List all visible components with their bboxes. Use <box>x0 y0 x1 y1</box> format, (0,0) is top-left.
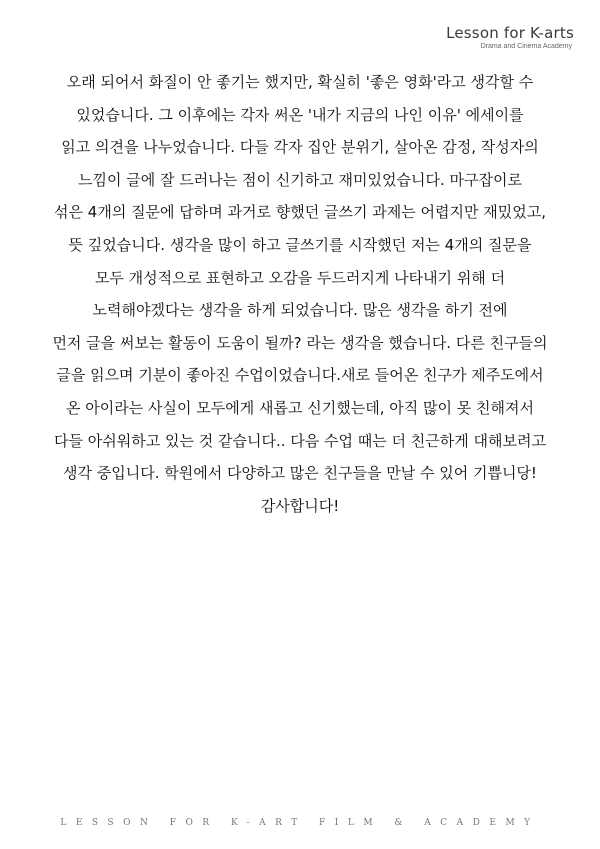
text-line: 있었습니다. 그 이후에는 각자 써온 '내가 지금의 나인 이유' 에세이를 <box>76 105 524 124</box>
essay-body <box>20 66 580 522</box>
text-line: 글을 읽으며 기분이 좋아진 수업이었습니다.새로 들어온 친구가 제주도에서 <box>56 366 544 385</box>
text-line: 생각 중입니다. 학원에서 다양하고 많은 친구들을 만날 수 있어 기쁩니당! <box>63 464 537 483</box>
logo-title: Lesson for K-arts <box>446 24 574 42</box>
text-line: 감사합니다! <box>260 496 340 515</box>
text-line: 모두 개성적으로 표현하고 오감을 두드러지게 나타내기 위해 더 <box>94 268 506 287</box>
page-footer: LESSON FOR K-ART FILM & ACADEMY <box>60 818 540 828</box>
text-line: 읽고 의견을 나누었습니다. 다들 각자 집안 분위기, 살아온 감정, 작성자의 <box>61 138 539 157</box>
logo-subtitle: Drama and Cinema Academy <box>480 43 572 50</box>
text-line: 노력해야겠다는 생각을 하게 되었습니다. 많은 생각을 하기 전에 <box>92 301 508 320</box>
text-line: 느낌이 글에 잘 드러나는 점이 신기하고 재미있었습니다. 마구잡이로 <box>78 170 522 189</box>
text-line: 섞은 4개의 질문에 답하며 과거로 향했던 글쓰기 과제는 어렵지만 재밌었고, <box>54 203 546 222</box>
text-line: 오래 되어서 화질이 안 좋기는 했지만, 확실히 '좋은 영화'라고 생각할 수 <box>66 73 534 91</box>
text-line: 뜻 깊었습니다. 생각을 많이 하고 글쓰기를 시작했던 저는 4개의 질문을 <box>68 235 532 254</box>
text-line: 온 아이라는 사실이 모두에게 새롭고 신기했는데, 아직 많이 못 친해져서 <box>66 398 534 417</box>
text-line: 다들 아쉬워하고 있는 것 같습니다.. 다음 수업 때는 더 친근하게 대해보려고 <box>54 431 546 450</box>
text-line: 먼저 글을 써보는 활동이 도움이 될까? 라는 생각을 했습니다. 다른 친구들의 <box>52 333 548 352</box>
academy-logo <box>446 24 574 51</box>
